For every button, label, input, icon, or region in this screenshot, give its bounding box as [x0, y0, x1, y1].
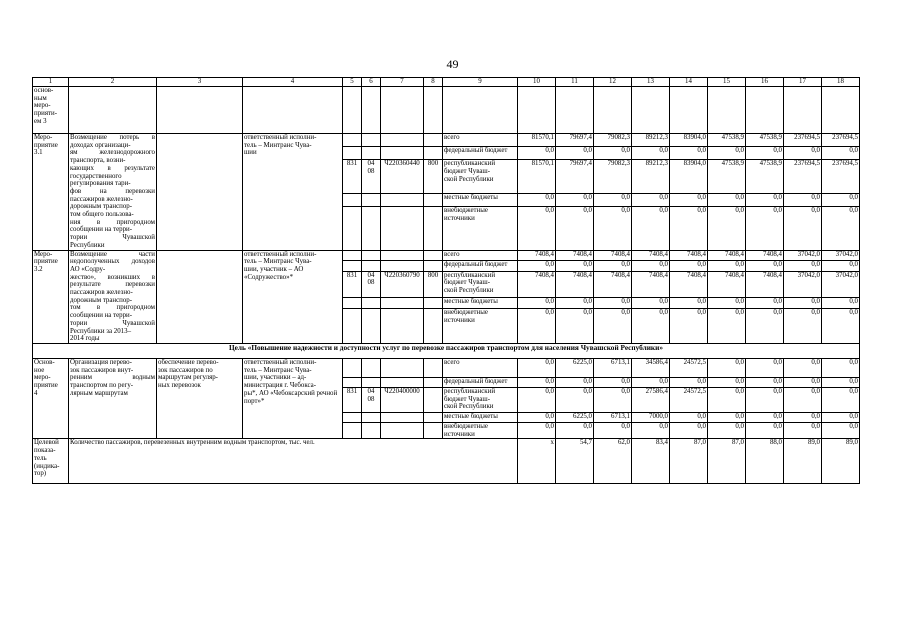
- code-target-article: [381, 422, 424, 438]
- funding-value: 0,0: [708, 147, 746, 160]
- code-target-article: [381, 147, 424, 160]
- table-row: [33, 250, 860, 261]
- code-target-article: [381, 206, 424, 250]
- funding-value: 27586,4: [632, 387, 670, 412]
- empty-cell: [708, 87, 746, 134]
- empty-cell: [632, 87, 670, 134]
- code-grbs: 831: [343, 160, 362, 193]
- code-section: [362, 308, 381, 343]
- funding-source: местные бюджеты: [443, 412, 518, 422]
- empty-cell: [670, 87, 708, 134]
- code-expense-type: [424, 298, 443, 309]
- code-target-article: Ч220400000: [381, 387, 424, 412]
- header-cell: 10: [518, 78, 556, 87]
- indicator-value: 89,0: [822, 439, 860, 484]
- funding-value: 0,0: [822, 308, 860, 343]
- funding-value: 0,0: [822, 206, 860, 250]
- code-grbs: [343, 377, 362, 387]
- funding-value: 0,0: [594, 298, 632, 309]
- funding-value: 0,0: [632, 422, 670, 438]
- goal-row: [33, 343, 860, 358]
- code-target-article: [381, 308, 424, 343]
- funding-source: всего: [443, 134, 518, 147]
- funding-value: 7408,4: [708, 250, 746, 261]
- code-target-article: Ч220360440: [381, 160, 424, 193]
- funding-value: 0,0: [746, 412, 784, 422]
- funding-source: республиканский бюджет Чуваш- ской Республики: [443, 271, 518, 298]
- funding-source: внебюджетные источники: [443, 422, 518, 438]
- funding-value: 0,0: [556, 387, 594, 412]
- funding-value: 7408,4: [594, 250, 632, 261]
- header-cell: 12: [594, 78, 632, 87]
- funding-value: 7408,4: [746, 250, 784, 261]
- indicator-value: x: [518, 439, 556, 484]
- funding-value: 0,0: [746, 193, 784, 206]
- event-title: Организация перево- зок пассажиров внут- ренним водным транспортом по регу- лярным маршрутам: [69, 358, 157, 438]
- funding-value: 0,0: [708, 358, 746, 377]
- funding-value: 0,0: [708, 193, 746, 206]
- funding-value: 0,0: [746, 377, 784, 387]
- funding-source: внебюджетные источники: [443, 308, 518, 343]
- funding-value: 79697,4: [556, 134, 594, 147]
- code-expense-type: [424, 422, 443, 438]
- funding-value: 0,0: [670, 261, 708, 272]
- code-target-article: [381, 261, 424, 272]
- funding-value: 0,0: [632, 298, 670, 309]
- event-title: Возмещение части недополученных доходов АО «Содру- жество», возникших в результате перевозки пассажиров железно- дорожным транспор- том в пригородном сообщении на терри- тории Чувашской Республики за 2013– 2014 годы: [70, 250, 155, 343]
- funding-value: 0,0: [632, 206, 670, 250]
- funding-source: всего: [443, 358, 518, 377]
- code-grbs: 831: [343, 387, 362, 412]
- funding-value: 0,0: [746, 261, 784, 272]
- funding-value: 24572,5: [670, 358, 708, 377]
- funding-value: 0,0: [670, 412, 708, 422]
- funding-value: 0,0: [594, 147, 632, 160]
- code-target-article: [381, 377, 424, 387]
- event-responsible: ответственный исполни- тель – Минтранс Чува- шии, участники – ад- министрация г. Чебокса- ры*, АО «Чебоксарский речной порт»*: [243, 358, 343, 438]
- code-grbs: [343, 422, 362, 438]
- funding-value: 0,0: [594, 308, 632, 343]
- funding-value: 0,0: [556, 422, 594, 438]
- funding-value: 0,0: [518, 206, 556, 250]
- code-grbs: 831: [343, 271, 362, 298]
- code-grbs: [343, 147, 362, 160]
- funding-value: 0,0: [746, 387, 784, 412]
- funding-value: 0,0: [632, 147, 670, 160]
- code-grbs: [343, 308, 362, 343]
- funding-value: 83904,0: [670, 160, 708, 193]
- funding-value: 79082,3: [594, 160, 632, 193]
- code-expense-type: [424, 358, 443, 377]
- header-cell: 1: [33, 78, 69, 87]
- header-cell: 13: [632, 78, 670, 87]
- funding-value: 0,0: [632, 193, 670, 206]
- funding-value: 0,0: [784, 261, 822, 272]
- header-cell: 2: [69, 78, 157, 87]
- funding-value: 0,0: [670, 206, 708, 250]
- code-expense-type: [424, 412, 443, 422]
- code-target-article: [381, 193, 424, 206]
- code-section: [362, 412, 381, 422]
- funding-value: 237694,5: [784, 160, 822, 193]
- funding-value: 237694,5: [822, 160, 860, 193]
- funding-value: 89212,3: [632, 134, 670, 147]
- funding-value: 0,0: [822, 387, 860, 412]
- indicator-row: [33, 439, 860, 484]
- code-section: [362, 298, 381, 309]
- funding-value: 237694,5: [784, 134, 822, 147]
- budget-table: [32, 77, 860, 484]
- code-expense-type: 800: [424, 271, 443, 298]
- funding-value: 0,0: [784, 308, 822, 343]
- indicator-value: 87,0: [670, 439, 708, 484]
- empty-cell: [822, 87, 860, 134]
- code-expense-type: [424, 147, 443, 160]
- code-section: 04 08: [362, 271, 381, 298]
- funding-value: 0,0: [784, 422, 822, 438]
- empty-cell: [157, 87, 243, 134]
- indicator-value: 83,4: [632, 439, 670, 484]
- funding-value: 0,0: [518, 193, 556, 206]
- code-section: [362, 422, 381, 438]
- code-grbs: [343, 134, 362, 147]
- page-number: 49: [446, 57, 459, 71]
- event-responsible: ответственный исполни- тель – Минтранс Чува- шии: [243, 134, 343, 251]
- code-section: [362, 134, 381, 147]
- code-section: [362, 261, 381, 272]
- empty-cell: [518, 87, 556, 134]
- header-cell: 15: [708, 78, 746, 87]
- funding-value: 0,0: [708, 298, 746, 309]
- funding-value: 0,0: [556, 147, 594, 160]
- funding-value: 0,0: [784, 147, 822, 160]
- funding-value: 47538,9: [708, 134, 746, 147]
- header-cell: 7: [381, 78, 424, 87]
- funding-value: 0,0: [784, 298, 822, 309]
- funding-value: 0,0: [670, 422, 708, 438]
- code-grbs: [343, 193, 362, 206]
- code-target-article: [381, 412, 424, 422]
- funding-value: 37042,0: [784, 250, 822, 261]
- funding-value: 0,0: [822, 358, 860, 377]
- header-cell: 3: [157, 78, 243, 87]
- funding-value: 7408,4: [556, 271, 594, 298]
- event-result: [157, 134, 243, 251]
- funding-value: 0,0: [822, 412, 860, 422]
- funding-value: 0,0: [822, 193, 860, 206]
- code-expense-type: [424, 206, 443, 250]
- funding-value: 0,0: [632, 377, 670, 387]
- header-cell: 9: [443, 78, 518, 87]
- funding-value: 0,0: [518, 147, 556, 160]
- code-section: 04 08: [362, 387, 381, 412]
- funding-value: 0,0: [518, 308, 556, 343]
- funding-value: 6225,0: [556, 358, 594, 377]
- code-section: [362, 193, 381, 206]
- funding-value: 6713,1: [594, 358, 632, 377]
- funding-source: республиканский бюджет Чуваш- ской Республики: [443, 387, 518, 412]
- continuation-row: [33, 87, 860, 134]
- funding-value: 0,0: [708, 387, 746, 412]
- funding-value: 0,0: [784, 358, 822, 377]
- funding-value: 0,0: [708, 206, 746, 250]
- funding-value: 0,0: [594, 387, 632, 412]
- funding-value: 37042,0: [822, 271, 860, 298]
- header-cell: 17: [784, 78, 822, 87]
- code-expense-type: [424, 193, 443, 206]
- funding-source: федеральный бюджет: [443, 377, 518, 387]
- funding-value: 0,0: [518, 261, 556, 272]
- funding-value: 7408,4: [632, 271, 670, 298]
- empty-cell: [243, 87, 343, 134]
- code-expense-type: [424, 250, 443, 261]
- funding-value: 79082,3: [594, 134, 632, 147]
- funding-value: 0,0: [708, 377, 746, 387]
- code-section: 04 08: [362, 160, 381, 193]
- funding-source: республиканский бюджет Чуваш- ской Республики: [443, 160, 518, 193]
- header-cell: 14: [670, 78, 708, 87]
- funding-value: 6713,1: [594, 412, 632, 422]
- code-grbs: [343, 250, 362, 261]
- empty-cell: [424, 87, 443, 134]
- code-section: [362, 377, 381, 387]
- funding-value: 81570,1: [518, 134, 556, 147]
- funding-value: 0,0: [518, 377, 556, 387]
- header-cell: 8: [424, 78, 443, 87]
- code-section: [362, 147, 381, 160]
- funding-value: 79697,4: [556, 160, 594, 193]
- code-target-article: [381, 250, 424, 261]
- header-cell: 4: [243, 78, 343, 87]
- indicator-value: 88,0: [746, 439, 784, 484]
- funding-value: 24572,5: [670, 387, 708, 412]
- indicator-value: 89,0: [784, 439, 822, 484]
- funding-value: 0,0: [822, 298, 860, 309]
- funding-value: 81570,1: [518, 160, 556, 193]
- code-target-article: [381, 298, 424, 309]
- event-code: Основ- ное меро- приятие 4: [33, 358, 69, 438]
- funding-value: 7408,4: [670, 250, 708, 261]
- funding-value: 7408,4: [594, 271, 632, 298]
- funding-value: 0,0: [670, 377, 708, 387]
- funding-value: 0,0: [746, 147, 784, 160]
- indicator-text: Количество пассажиров, перевезенных внутренним водным транспортом, тыс. чел.: [69, 439, 518, 484]
- code-target-article: Ч220360790: [381, 271, 424, 298]
- empty-cell: [381, 87, 424, 134]
- code-expense-type: [424, 387, 443, 412]
- event-result: обеспечение перево- зок пассажиров по маршрутам регуляр- ных перевозок: [157, 358, 243, 438]
- funding-value: 0,0: [746, 358, 784, 377]
- header-cell: 18: [822, 78, 860, 87]
- code-grbs: [343, 358, 362, 377]
- funding-value: 89212,3: [632, 160, 670, 193]
- event-code: Меро- приятие 3.1: [33, 134, 69, 251]
- header-cell: 6: [362, 78, 381, 87]
- funding-value: 0,0: [556, 308, 594, 343]
- funding-value: 0,0: [746, 298, 784, 309]
- funding-value: 7000,0: [632, 412, 670, 422]
- funding-value: 47538,9: [746, 160, 784, 193]
- funding-value: 0,0: [518, 358, 556, 377]
- code-expense-type: [424, 377, 443, 387]
- funding-value: 7408,4: [518, 250, 556, 261]
- empty-cell: [746, 87, 784, 134]
- funding-value: 47538,9: [746, 134, 784, 147]
- funding-value: 0,0: [594, 261, 632, 272]
- funding-value: 0,0: [594, 206, 632, 250]
- funding-value: 0,0: [556, 298, 594, 309]
- funding-value: 0,0: [594, 193, 632, 206]
- funding-value: 0,0: [822, 261, 860, 272]
- funding-value: 83904,0: [670, 134, 708, 147]
- code-expense-type: [424, 134, 443, 147]
- funding-value: 7408,4: [746, 271, 784, 298]
- funding-value: 0,0: [594, 377, 632, 387]
- funding-value: 0,0: [784, 193, 822, 206]
- empty-cell: [784, 87, 822, 134]
- funding-value: 0,0: [746, 308, 784, 343]
- event-result: [157, 250, 243, 343]
- funding-value: 7408,4: [632, 250, 670, 261]
- code-expense-type: [424, 308, 443, 343]
- event-title: Возмещение потерь в доходах организаци- ям железнодорожного транспорта, возни- кающих в результате государственного регулирования тари- фов на перевозки пассажиров железно- дорожным транспор- том общего пользова- ния в пригородном сообщении на терри- тории Чувашской Республики: [70, 134, 155, 249]
- code-section: [362, 206, 381, 250]
- funding-value: 0,0: [670, 193, 708, 206]
- funding-value: 0,0: [632, 308, 670, 343]
- code-grbs: [343, 412, 362, 422]
- empty-cell: [69, 87, 157, 134]
- header-cell: 5: [343, 78, 362, 87]
- indicator-value: 87,0: [708, 439, 746, 484]
- funding-value: 0,0: [822, 147, 860, 160]
- funding-value: 0,0: [784, 206, 822, 250]
- empty-cell: [343, 87, 362, 134]
- empty-cell: [556, 87, 594, 134]
- funding-value: 7408,4: [708, 271, 746, 298]
- funding-value: 0,0: [632, 261, 670, 272]
- indicator-value: 54,7: [556, 439, 594, 484]
- funding-value: 0,0: [518, 387, 556, 412]
- event-responsible: ответственный исполни- тель – Минтранс Чува- шии, участник – АО «Содружество»*: [243, 250, 343, 343]
- funding-value: 0,0: [784, 377, 822, 387]
- table-row: [33, 134, 860, 147]
- funding-source: федеральный бюджет: [443, 147, 518, 160]
- funding-value: 7408,4: [556, 250, 594, 261]
- funding-source: всего: [443, 250, 518, 261]
- funding-value: 0,0: [594, 422, 632, 438]
- goal-title: Цель «Повышение надежности и доступности услуг по перевозке пассажиров транспортом для населения Чувашской Республики»: [33, 343, 860, 358]
- code-section: [362, 250, 381, 261]
- funding-source: федеральный бюджет: [443, 261, 518, 272]
- funding-source: местные бюджеты: [443, 298, 518, 309]
- funding-value: 0,0: [746, 206, 784, 250]
- funding-value: 37042,0: [822, 250, 860, 261]
- code-target-article: [381, 358, 424, 377]
- event-code: Меро- приятие 3.2: [33, 250, 69, 343]
- funding-value: 6225,0: [556, 412, 594, 422]
- funding-value: 37042,0: [784, 271, 822, 298]
- funding-value: 0,0: [784, 387, 822, 412]
- funding-value: 0,0: [708, 412, 746, 422]
- funding-value: 0,0: [518, 298, 556, 309]
- funding-source: местные бюджеты: [443, 193, 518, 206]
- indicator-label: Целевой показа- тель (индика- тор): [33, 439, 69, 484]
- funding-value: 0,0: [822, 422, 860, 438]
- code-grbs: [343, 298, 362, 309]
- funding-value: 237694,5: [822, 134, 860, 147]
- table-row: [33, 358, 860, 377]
- funding-value: 0,0: [556, 206, 594, 250]
- funding-value: 47538,9: [708, 160, 746, 193]
- funding-value: 0,0: [708, 308, 746, 343]
- funding-source: внебюджетные источники: [443, 206, 518, 250]
- code-target-article: [381, 134, 424, 147]
- funding-value: 0,0: [518, 412, 556, 422]
- code-grbs: [343, 261, 362, 272]
- funding-value: 0,0: [556, 377, 594, 387]
- funding-value: 0,0: [822, 377, 860, 387]
- funding-value: 0,0: [784, 412, 822, 422]
- funding-value: 0,0: [556, 193, 594, 206]
- empty-cell: [362, 87, 381, 134]
- funding-value: 7408,4: [518, 271, 556, 298]
- funding-value: 0,0: [746, 422, 784, 438]
- funding-value: 0,0: [708, 422, 746, 438]
- funding-value: 0,0: [670, 308, 708, 343]
- code-section: [362, 358, 381, 377]
- funding-value: 0,0: [556, 261, 594, 272]
- code-expense-type: [424, 261, 443, 272]
- header-cell: 11: [556, 78, 594, 87]
- empty-cell: [594, 87, 632, 134]
- funding-value: 0,0: [518, 422, 556, 438]
- funding-value: 7408,4: [670, 271, 708, 298]
- code-grbs: [343, 206, 362, 250]
- funding-value: 0,0: [670, 298, 708, 309]
- indicator-value: 62,0: [594, 439, 632, 484]
- code-expense-type: 800: [424, 160, 443, 193]
- mark-cell: основ- ным меро- прияти- ем 3: [33, 87, 69, 134]
- empty-cell: [443, 87, 518, 134]
- funding-value: 0,0: [708, 261, 746, 272]
- header-row: [33, 78, 860, 87]
- funding-value: 34586,4: [632, 358, 670, 377]
- header-cell: 16: [746, 78, 784, 87]
- funding-value: 0,0: [670, 147, 708, 160]
